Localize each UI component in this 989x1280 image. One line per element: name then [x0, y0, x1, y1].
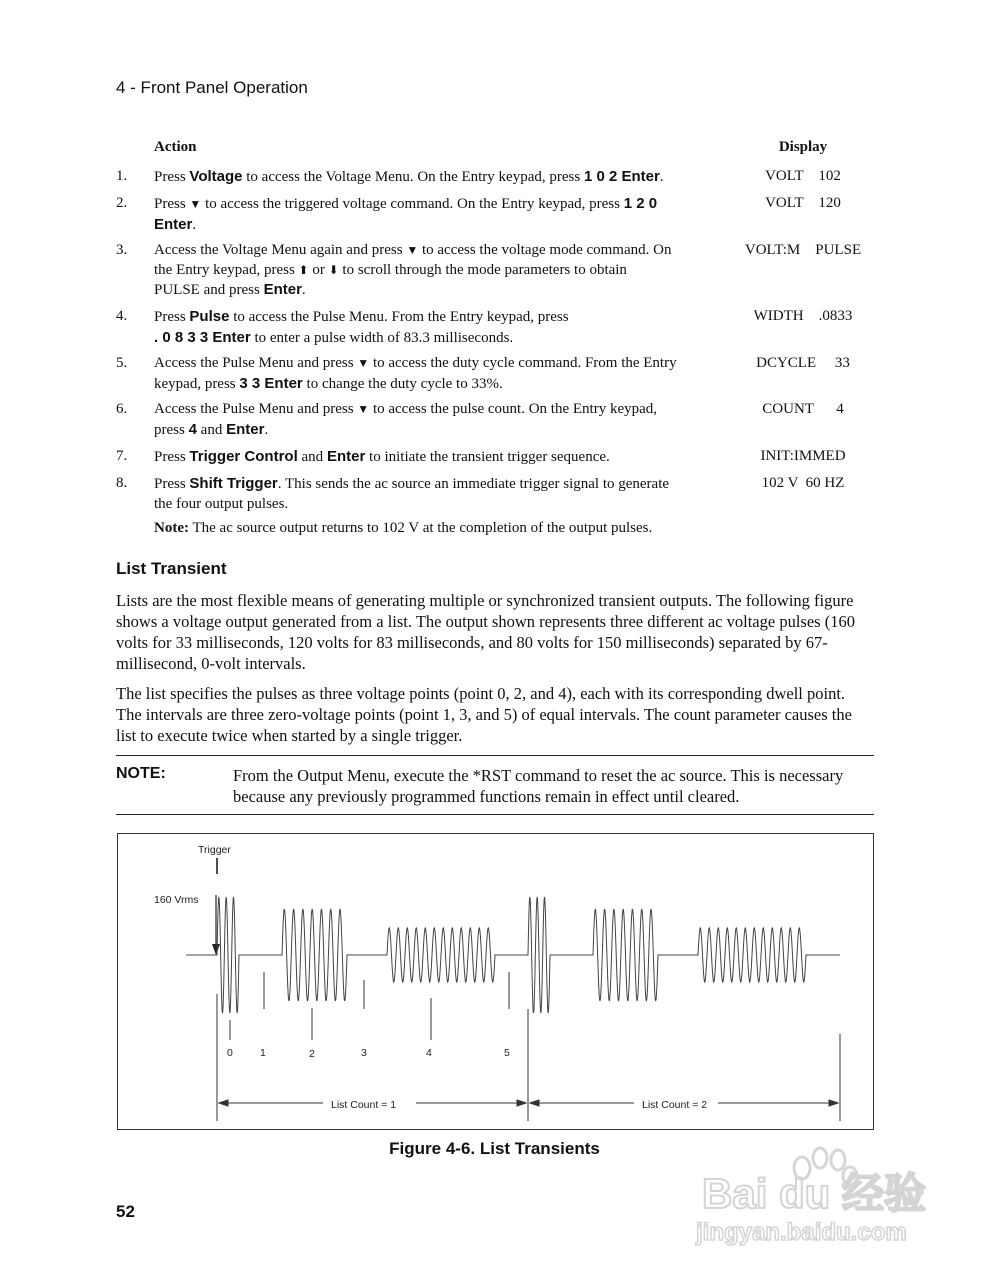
table-note-text: The ac source output returns to 102 V at the completion of the output pulses. [188, 520, 653, 536]
key-name: . 0 8 3 3 Enter [154, 328, 251, 346]
action-text: keypad, press [154, 375, 240, 392]
step-number: 2. [116, 195, 128, 211]
arrow-key-icon: ⬇ [328, 262, 339, 277]
step-action [154, 474, 722, 514]
list-count-1-label: List Count = 1 [331, 1099, 397, 1111]
action-text: . [264, 421, 269, 438]
action-text: Access the Voltage Menu again and press [154, 242, 407, 258]
note-label: NOTE: [116, 765, 166, 782]
action-text: the Entry keypad, press [154, 261, 299, 278]
key-name: Enter [154, 215, 193, 233]
step-action [154, 241, 722, 301]
trigger-arrow-head [212, 944, 220, 955]
key-name: 4 [188, 420, 197, 438]
action-text: and [297, 449, 327, 465]
step-number: 4. [116, 308, 128, 324]
action-text: PULSE and press [154, 282, 264, 298]
action-column-header: Action [154, 139, 197, 155]
step-display-value: DCYCLE 33 [756, 355, 850, 371]
count-1-right-arrowhead [517, 1100, 526, 1106]
point-label-2: 2 [309, 1048, 315, 1060]
step-display-value: COUNT 4 [762, 401, 844, 417]
action-text: to change the duty cycle to 33%. [302, 375, 503, 392]
action-text: press [154, 421, 189, 438]
step-action [154, 194, 722, 235]
note-bottom-rule [116, 814, 874, 815]
action-text: Press [154, 449, 190, 465]
vrms-label: 160 Vrms [154, 894, 199, 906]
svg-text:Bai du 经验: Bai du 经验 [702, 1170, 927, 1217]
step-action [154, 447, 722, 468]
action-text: . [192, 216, 197, 233]
arrow-key-icon: ▼ [406, 243, 419, 257]
step-number: 6. [116, 401, 128, 417]
figure-list-transients [117, 833, 874, 1130]
step-number: 5. [116, 355, 128, 371]
action-text: . [659, 169, 664, 185]
count-2-left-arrowhead [530, 1100, 539, 1106]
step-display-value: WIDTH .0833 [753, 308, 853, 324]
note-text: From the Output Menu, execute the *RST command to reset the ac source. This is necessary because any previously programmed functions remain in effect until cleared. [233, 766, 844, 806]
point-label-4: 4 [426, 1047, 432, 1059]
step-display-value: VOLT:M PULSE [744, 242, 862, 258]
action-text: to access the voltage mode command. On [418, 242, 672, 258]
key-name: Enter [326, 448, 366, 465]
running-header: 4 - Front Panel Operation [116, 78, 308, 97]
step-number: 8. [116, 475, 128, 491]
step-display-value: INIT:IMMED [760, 448, 846, 464]
action-text: Press [154, 169, 190, 185]
step-action [154, 167, 722, 188]
action-text: Press [154, 196, 190, 212]
point-label-1: 1 [260, 1047, 266, 1059]
step-action [154, 307, 722, 348]
baidu-watermark-logo [692, 1128, 937, 1248]
action-text: to access the duty cycle command. From the Entry [369, 355, 677, 371]
step-number: 3. [116, 242, 128, 258]
step-display-value: 102 V 60 HZ [761, 475, 845, 491]
paragraph-2: The list specifies the pulses as three voltage points (point 0, 2, and 4), each with its corresponding dwell point. The intervals are three zero-voltage points (point 1, 3, and 5) of equal intervals. The count parameter causes the list to execute twice when started by a single trigger. [116, 684, 852, 745]
action-text: to enter a pulse width of 83.3 milliseconds. [250, 329, 514, 346]
action-text: . [301, 282, 306, 298]
paragraph-1: Lists are the most flexible means of generating multiple or synchronized transient outputs. The following figure shows a voltage output generated from a list. The output shown represents three different ac voltage pulses (160 volts for 33 milliseconds, 120 volts for 83 milliseconds, and 80 volts for 150 milliseconds) separated by 67-millisecond, 0-volt intervals. [116, 591, 855, 673]
section-title: List Transient [116, 559, 227, 578]
arrow-key-icon: ▼ [357, 402, 370, 416]
key-name: Pulse [189, 308, 230, 325]
trigger-label: Trigger [198, 844, 231, 856]
count-2-right-arrowhead [829, 1100, 838, 1106]
action-text: Access the Pulse Menu and press [154, 401, 358, 417]
table-note [154, 520, 652, 537]
key-name: 1 0 2 Enter [583, 168, 660, 185]
point-label-5: 5 [504, 1047, 510, 1059]
action-text: and [196, 421, 227, 438]
step-display-value: VOLT 102 [765, 168, 841, 184]
action-text: Press [154, 476, 190, 492]
note-top-rule [116, 755, 874, 756]
count-1-left-arrowhead [219, 1100, 228, 1106]
action-text: or [308, 261, 329, 278]
waveform-diagram [118, 834, 873, 1129]
step-action [154, 400, 722, 440]
output-waveform [186, 897, 840, 1013]
arrow-key-icon: ▼ [189, 197, 202, 211]
key-name: Enter [226, 420, 265, 438]
action-text: the four output pulses. [154, 495, 289, 512]
action-text: to access the Pulse Menu. From the Entry keypad, press [229, 309, 569, 325]
action-text: to initiate the transient trigger sequence. [365, 449, 610, 465]
key-name: Enter [263, 281, 302, 298]
svg-text:jingyan.baidu.com: jingyan.baidu.com [696, 1219, 907, 1246]
table-note-label: Note: [154, 520, 189, 536]
arrow-key-icon: ▼ [357, 356, 370, 370]
display-column-header: Display [778, 139, 828, 155]
arrow-key-icon: ⬆ [298, 262, 309, 277]
action-text: to access the Voltage Menu. On the Entry keypad, press [242, 169, 584, 185]
key-name: Voltage [189, 168, 243, 185]
page-number: 52 [116, 1202, 135, 1221]
step-number: 7. [116, 448, 128, 464]
key-name: Shift Trigger [189, 475, 278, 492]
action-text: to scroll through the mode parameters to obtain [338, 261, 627, 278]
step-action [154, 354, 722, 394]
action-text: Press [154, 309, 190, 325]
key-name: Trigger Control [189, 448, 298, 465]
point-label-0: 0 [227, 1047, 233, 1059]
figure-caption: Figure 4-6. List Transients [389, 1139, 600, 1158]
action-text: Access the Pulse Menu and press [154, 355, 358, 371]
point-label-3: 3 [361, 1047, 367, 1059]
step-number: 1. [116, 168, 128, 184]
action-text: to access the pulse count. On the Entry keypad, [369, 401, 658, 417]
key-name: 1 2 0 [623, 195, 658, 212]
action-text: . This sends the ac source an immediate trigger signal to generate [277, 476, 670, 492]
step-display-value: VOLT 120 [765, 195, 841, 211]
key-name: 3 3 Enter [239, 374, 303, 392]
list-count-2-label: List Count = 2 [642, 1099, 708, 1111]
action-text: to access the triggered voltage command. On the Entry keypad, press [201, 196, 624, 212]
